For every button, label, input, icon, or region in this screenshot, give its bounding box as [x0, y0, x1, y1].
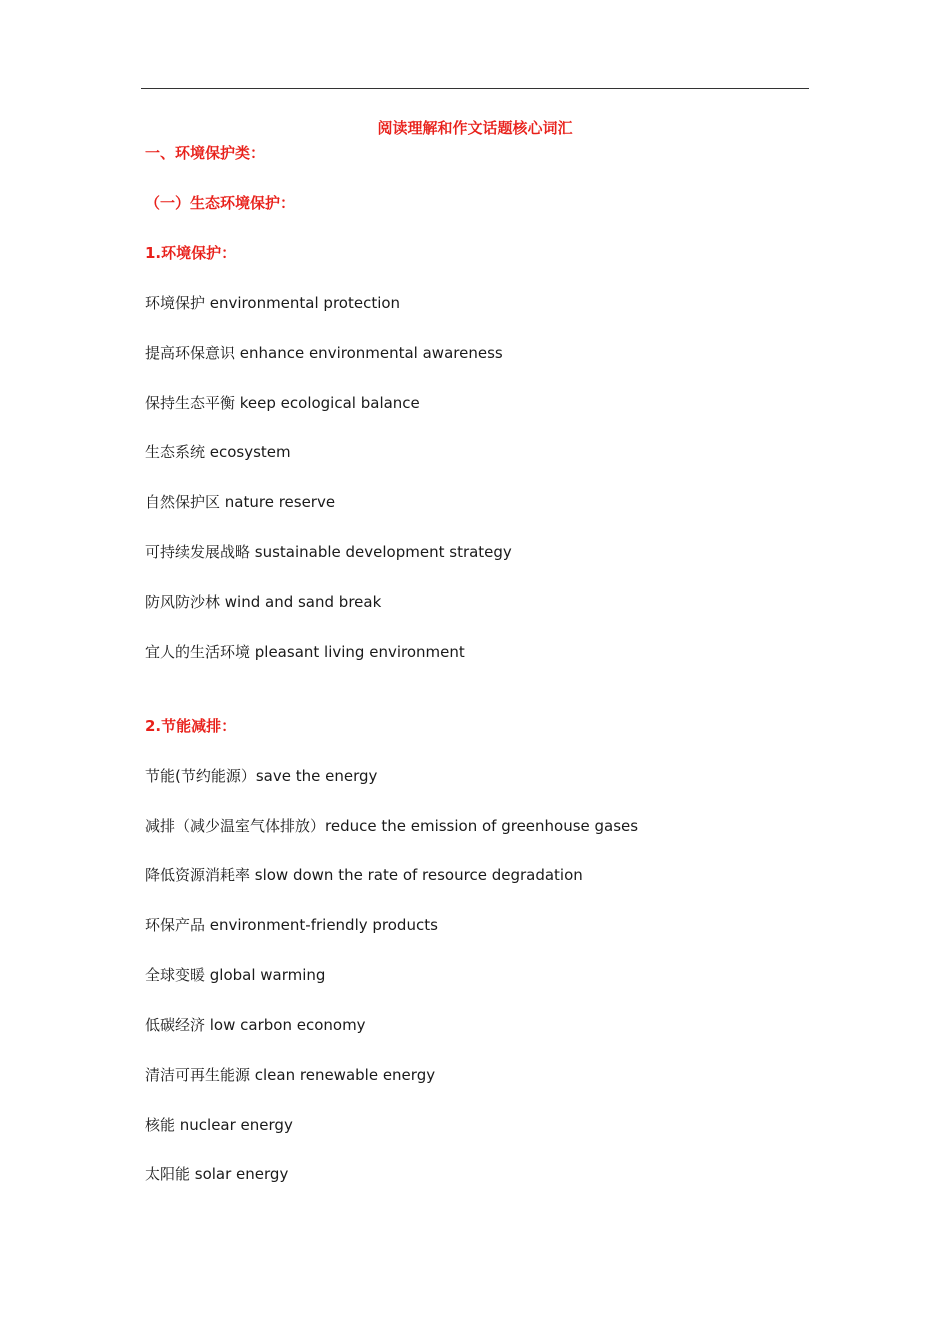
vocab-entry: 节能(节约能源）save the energy [145, 767, 378, 785]
vocab-entry: 清洁可再生能源 clean renewable energy [145, 1066, 436, 1084]
subsection-heading: （一）生态环境保护： [145, 194, 296, 212]
vocab-entry: 宜人的生活环境 pleasant living environment [145, 643, 465, 661]
vocab-entry: 太阳能 solar energy [145, 1165, 289, 1183]
vocab-entry: 防风防沙林 wind and sand break [145, 593, 382, 611]
vocab-entry: 全球变暖 global warming [145, 966, 326, 984]
vocab-entry: 减排（减少温室气体排放）reduce the emission of greenhouse gases [145, 817, 639, 835]
vocab-entry: 低碳经济 low carbon economy [145, 1016, 366, 1034]
header-rule [141, 88, 809, 89]
vocab-entry: 降低资源消耗率 slow down the rate of resource degradation [145, 866, 583, 884]
group-heading-energy-saving: 2.节能减排： [145, 717, 237, 735]
vocab-entry: 自然保护区 nature reserve [145, 493, 336, 511]
vocab-entry: 环保产品 environment-friendly products [145, 916, 438, 934]
document-title: 阅读理解和作文话题核心词汇 [377, 119, 573, 137]
group-heading-environment-protection: 1.环境保护： [145, 244, 237, 262]
vocab-entry: 保持生态平衡 keep ecological balance [145, 394, 420, 412]
vocab-entry: 生态系统 ecosystem [145, 443, 291, 461]
vocab-entry: 可持续发展战略 sustainable development strategy [145, 543, 512, 561]
vocab-entry: 提高环保意识 enhance environmental awareness [145, 344, 503, 362]
section-heading: 一、环境保护类： [145, 144, 266, 162]
vocab-entry: 核能 nuclear energy [145, 1116, 293, 1134]
vocab-entry: 环境保护 environmental protection [145, 294, 401, 312]
